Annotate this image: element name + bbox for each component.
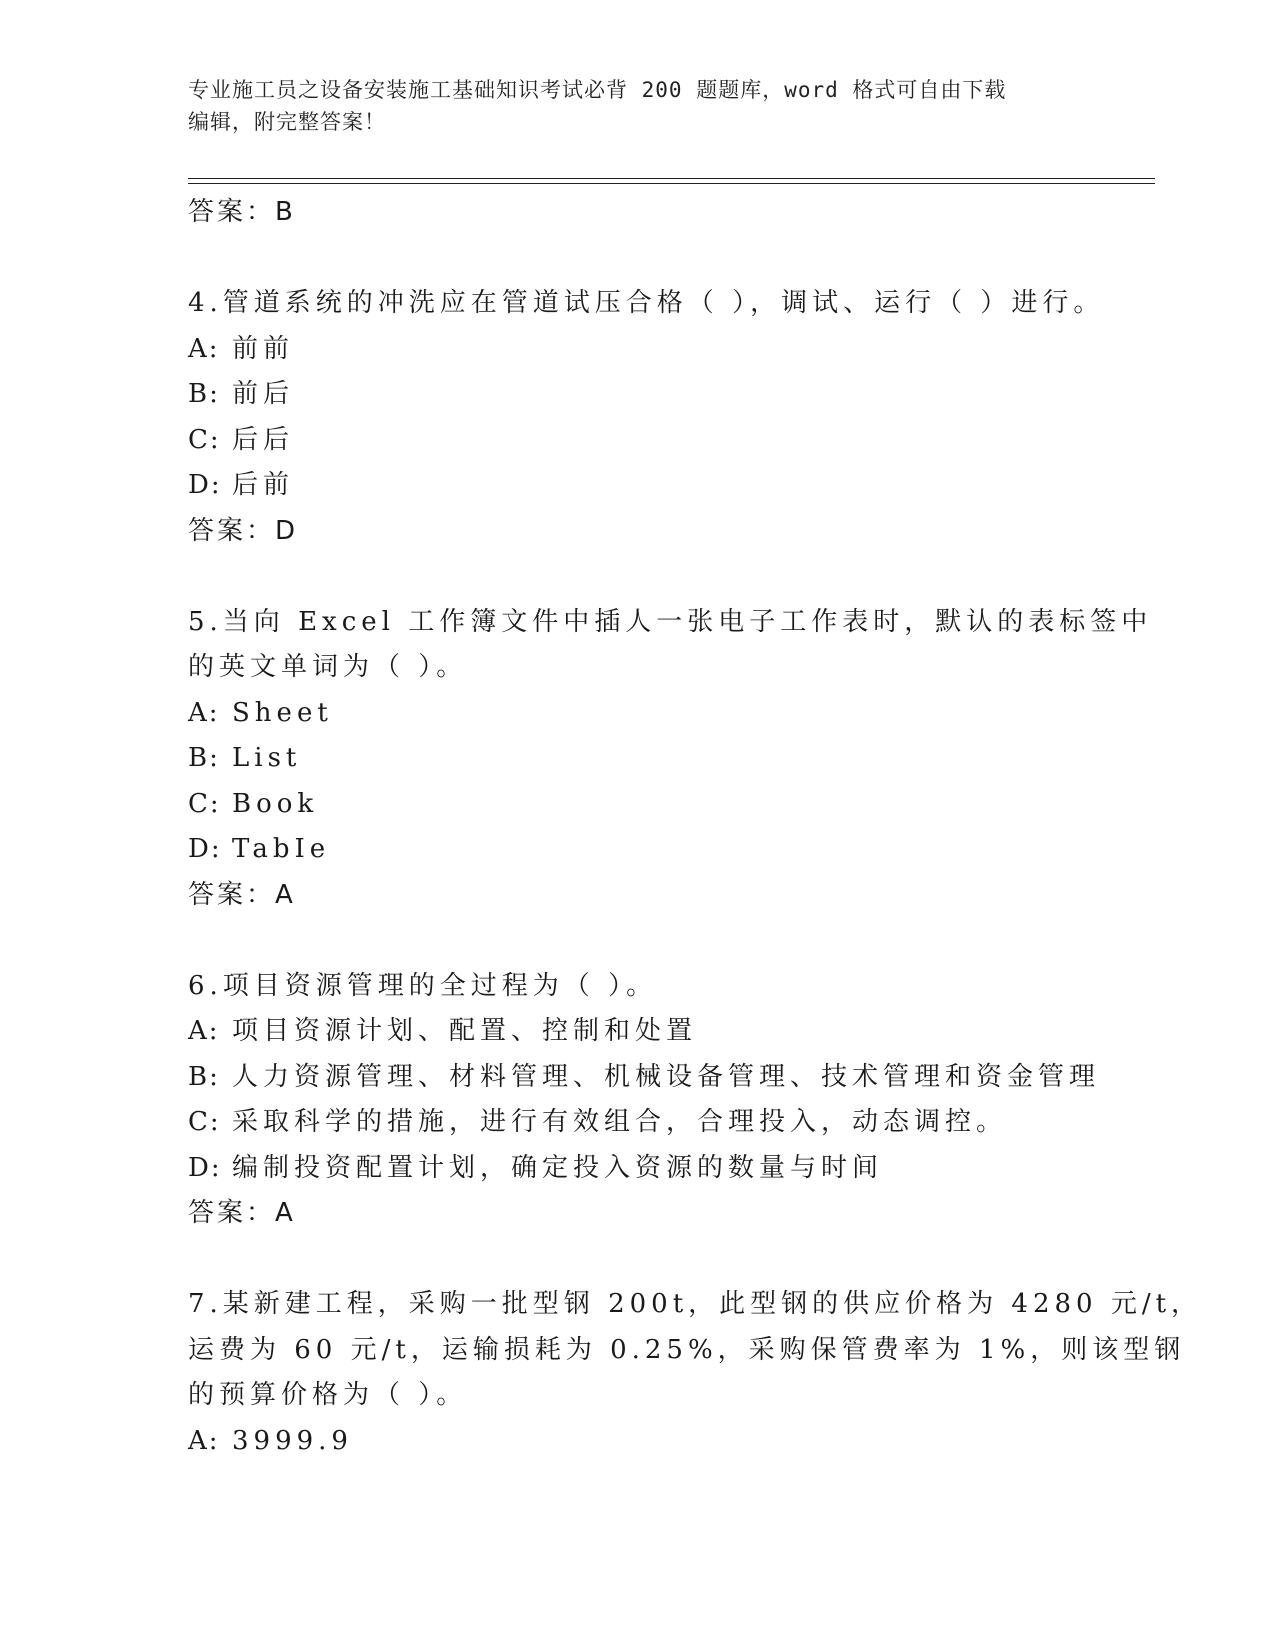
option-text: 编制投资配置计划，确定投入资源的数量与时间 [232, 1152, 884, 1183]
option-letter: D: [188, 1152, 222, 1183]
question-list [188, 190, 1203, 1464]
option-letter: A: [188, 333, 220, 364]
option-a [188, 1419, 1088, 1465]
option-a [188, 691, 1088, 737]
option-b [188, 372, 1088, 418]
option-b [188, 1055, 1101, 1101]
option-c [188, 418, 1088, 464]
option-letter: A: [188, 697, 220, 728]
option-letter: D: [188, 834, 222, 864]
option-c [188, 1100, 1088, 1146]
option-letter: C: [188, 788, 221, 819]
option-text: 前前 [232, 333, 295, 364]
question-stem: 7.某新建工程，采购一批型钢 200t，此型钢的供应价格为 4280 元/t， [188, 1289, 1203, 1319]
option-text: 3999.9 [232, 1425, 353, 1456]
option-d [188, 463, 1088, 509]
option-text: 后后 [232, 424, 295, 455]
option-b [188, 736, 1088, 782]
option-c [188, 782, 1088, 828]
option-d [188, 827, 1088, 873]
answer-line: 答案：D [188, 515, 299, 546]
question-item [188, 964, 1101, 1237]
option-letter: D: [188, 470, 222, 500]
spacer [188, 554, 1088, 600]
option-a [188, 327, 1088, 373]
option-text: TabIe [232, 834, 331, 864]
option-letter: A: [188, 1425, 220, 1456]
question-stem: 4.管道系统的冲洗应在管道试压合格（ ），调试、运行（ ）进行。 [188, 288, 1105, 318]
option-a [188, 1009, 1088, 1055]
header-title-line-2: 编辑，附完整答案！ [188, 110, 386, 134]
option-letter: B: [188, 743, 220, 773]
option-text: 人力资源管理、材料管理、机械设备管理、技术管理和资金管理 [232, 1061, 1101, 1092]
option-letter: C: [188, 424, 221, 455]
answer-line: 答案：A [188, 1198, 296, 1228]
option-text: 采取科学的措施，进行有效组合，合理投入，动态调控。 [232, 1107, 1008, 1137]
option-letter: C: [188, 1107, 221, 1137]
question-stem: 5.当向 Excel 工作簿文件中插人一张电子工作表时，默认的表标签中 [188, 606, 1153, 637]
header-title-line-1: 专业施工员之设备安装施工基础知识考试必背 200 题题库，word 格式可自由下载 [188, 78, 1007, 102]
page-header [188, 74, 1068, 138]
option-d [188, 1146, 1088, 1192]
question-stem: 6.项目资源管理的全过程为（ ）。 [188, 970, 658, 1001]
spacer [188, 236, 1088, 282]
question-item [188, 600, 1153, 919]
answer-line: 答案：B [188, 197, 296, 227]
option-text: 前后 [232, 379, 295, 409]
option-text: Book [232, 788, 319, 819]
question-stem-continued: 的英文单词为（ ）。 [188, 652, 468, 682]
header-divider [188, 178, 1155, 184]
option-text: List [232, 743, 302, 773]
option-letter: B: [188, 1061, 220, 1092]
question-stem-continued: 的预算价格为（ ）。 [188, 1380, 468, 1410]
option-text: Sheet [232, 697, 333, 728]
option-letter: B: [188, 379, 220, 409]
question-item [188, 1282, 1203, 1464]
spacer [188, 918, 1088, 964]
spacer [188, 1237, 1088, 1283]
question-item [188, 281, 1105, 554]
option-text: 项目资源计划、配置、控制和处置 [232, 1016, 698, 1046]
question-stem-continued: 运费为 60 元/t，运输损耗为 0.25%，采购保管费率为 1%，则该型钢 [188, 1334, 1186, 1365]
option-text: 后前 [232, 470, 295, 500]
option-letter: A: [188, 1016, 220, 1046]
answer-line: 答案：A [188, 879, 296, 910]
